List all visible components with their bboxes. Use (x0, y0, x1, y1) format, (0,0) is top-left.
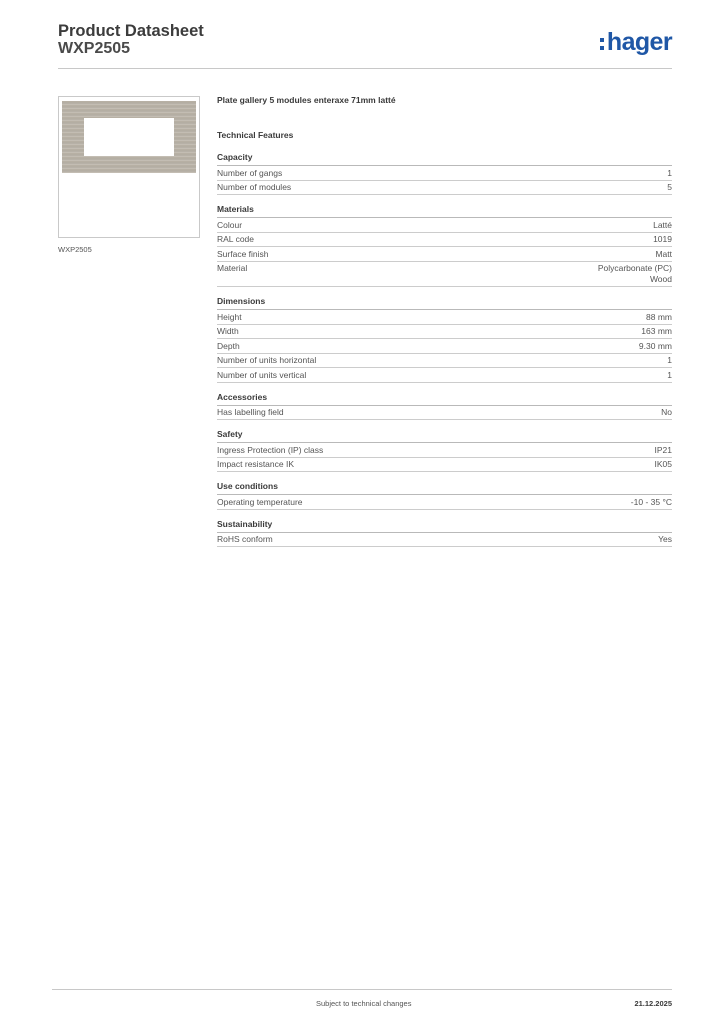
spec-value (631, 497, 672, 508)
spec-value (641, 326, 672, 337)
spec-row (217, 354, 672, 369)
spec-label: Width (217, 326, 239, 336)
footer-note: Subject to technical changes (316, 999, 412, 1008)
spec-value (639, 341, 672, 352)
spec-value (655, 445, 673, 456)
section-title: Dimensions (217, 296, 672, 310)
spec-row (217, 339, 672, 354)
spec-value (653, 220, 672, 231)
spec-label: Number of units vertical (217, 369, 307, 380)
section-title: Accessories (217, 392, 672, 406)
spec-value-line: IP21 (654, 444, 672, 455)
section-safety (217, 429, 672, 472)
spec-label: RoHS conform (217, 534, 273, 544)
spec-value (667, 182, 672, 193)
spec-value-line: Yes (658, 534, 672, 544)
spec-value-line: IK05 (654, 459, 672, 469)
spec-row (217, 310, 672, 325)
spec-value-line: 163 mm (641, 326, 672, 336)
spec-row (217, 495, 672, 510)
spec-label: Operating temperature (217, 496, 303, 507)
hager-logo (600, 28, 672, 56)
spec-value (598, 263, 672, 285)
spec-label: Has labelling field (217, 407, 284, 417)
spec-label: Number of gangs (217, 167, 283, 178)
spec-label: Number of modules (217, 182, 292, 192)
spec-value-line: -10 - 35 °C (630, 496, 672, 507)
plate-picture (62, 101, 196, 173)
spec-value-line: Wood (649, 274, 672, 284)
product-name: Plate gallery 5 modules enteraxe 71mm latté (217, 95, 396, 105)
technical-features-heading: Technical Features (217, 130, 294, 140)
spec-label: Material (217, 263, 248, 273)
spec-value (646, 312, 672, 323)
spec-value-line: 88 mm (646, 311, 672, 322)
spec-row (217, 325, 672, 340)
spec-label: Impact resistance IK (217, 459, 295, 469)
spec-row (217, 218, 672, 233)
spec-value-line: Polycarbonate (PC) (597, 263, 672, 273)
page-title: Product Datasheet (58, 22, 204, 40)
spec-value (653, 234, 672, 245)
spec-row (217, 233, 672, 248)
section-use-conditions (217, 481, 672, 510)
spec-value (655, 459, 673, 470)
spec-value-line: No (661, 407, 672, 417)
spec-row (217, 262, 672, 288)
spec-label: RAL code (217, 234, 255, 244)
spec-row (217, 368, 672, 383)
spec-row (217, 406, 672, 421)
section-title: Materials (217, 204, 672, 218)
page-footer (52, 989, 672, 1014)
section-materials (217, 204, 672, 287)
section-capacity (217, 152, 672, 195)
spec-value (667, 168, 672, 179)
page-header (58, 20, 672, 69)
spec-label: Ingress Protection (IP) class (217, 444, 324, 455)
spec-label: Surface finish (217, 248, 269, 259)
spec-value-line: 9.30 mm (638, 340, 672, 351)
spec-value-line: 1 (667, 167, 672, 178)
spec-value (661, 407, 672, 418)
spec-row (217, 181, 672, 196)
spec-value-line: 5 (667, 182, 672, 192)
spec-label: Depth (217, 340, 240, 351)
section-title: Use conditions (217, 481, 672, 495)
spec-value-line: Matt (655, 248, 672, 259)
section-title: Safety (217, 429, 672, 443)
spec-value-line: 1019 (653, 234, 672, 244)
spec-value (667, 370, 672, 381)
section-sustainability (217, 519, 672, 548)
spec-value (667, 355, 672, 366)
footer-date: 21.12.2025 (634, 999, 672, 1008)
spec-label: Height (217, 311, 242, 322)
spec-value-line: Latté (653, 219, 672, 230)
product-image-caption: WXP2505 (58, 245, 92, 254)
product-image (58, 96, 200, 238)
spec-value-line: 1 (667, 369, 672, 380)
logo-colon-icon (600, 38, 604, 50)
datasheet-content (217, 95, 672, 556)
spec-value (655, 249, 672, 260)
spec-label: Colour (217, 219, 243, 230)
section-dimensions (217, 296, 672, 383)
spec-value (658, 534, 672, 545)
section-title: Capacity (217, 152, 672, 166)
spec-row (217, 443, 672, 458)
plate-opening (84, 118, 174, 156)
spec-value-line: 1 (667, 355, 672, 365)
spec-row (217, 247, 672, 262)
product-reference: WXP2505 (58, 40, 131, 57)
logo-text: hager (606, 28, 672, 56)
spec-row (217, 458, 672, 473)
spec-row (217, 533, 672, 548)
spec-label: Number of units horizontal (217, 355, 317, 365)
feature-sections (217, 152, 672, 547)
section-accessories (217, 392, 672, 421)
section-title: Sustainability (217, 519, 672, 533)
spec-row (217, 166, 672, 181)
